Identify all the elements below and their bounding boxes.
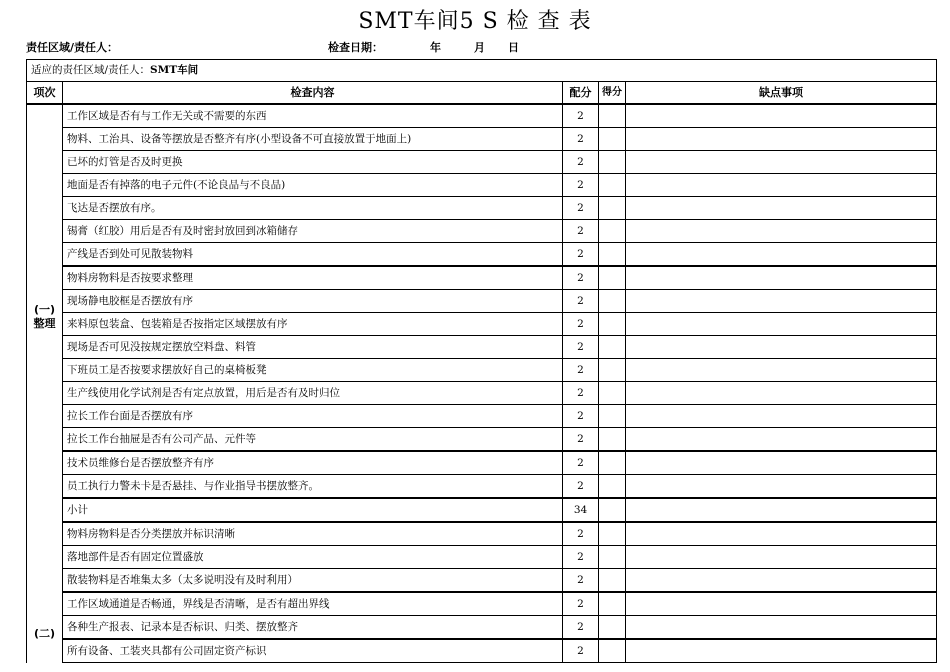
row-points: 2: [563, 243, 599, 267]
row-points: 2: [563, 197, 599, 220]
header-item-no: 项次: [27, 82, 63, 105]
table-row: [27, 592, 937, 616]
row-score-cell[interactable]: [599, 243, 626, 267]
next-category-number: (二): [33, 626, 56, 640]
row-content: 物料、工治具、设备等摆放是否整齐有序(小型设备不可直接放置于地面上): [63, 128, 563, 151]
row-points: 2: [563, 405, 599, 428]
table-row: [27, 546, 937, 569]
row-score-cell[interactable]: [599, 290, 626, 313]
category-name: 整理: [33, 316, 56, 330]
table-row: [27, 639, 937, 663]
row-content: 员工执行力警未卡是否悬挂、与作业指导书摆放整齐。: [63, 475, 563, 499]
row-defects-cell[interactable]: [626, 151, 937, 174]
row-defects-cell[interactable]: [626, 639, 937, 663]
row-points: 2: [563, 592, 599, 616]
row-score-cell[interactable]: [599, 266, 626, 290]
table-row: [27, 359, 937, 382]
row-score-cell[interactable]: [599, 197, 626, 220]
table-row: [27, 475, 937, 499]
row-content: 地面是否有掉落的电子元件(不论良品与不良品): [63, 174, 563, 197]
row-content: 拉长工作台抽屉是否有公司产品、元件等: [63, 428, 563, 452]
row-score-cell[interactable]: [599, 428, 626, 452]
row-defects-cell[interactable]: [626, 266, 937, 290]
row-points: 2: [563, 428, 599, 452]
header-meta: [26, 39, 936, 57]
row-content: 物料房物料是否按要求整理: [63, 266, 563, 290]
row-content: 现场静电胶框是否摆放有序: [63, 290, 563, 313]
row-defects-cell[interactable]: [626, 451, 937, 475]
row-content: 散装物料是否堆集太多（太多说明没有及时利用）: [63, 569, 563, 593]
row-defects-cell[interactable]: [626, 382, 937, 405]
row-defects-cell[interactable]: [626, 104, 937, 128]
row-score-cell[interactable]: [599, 220, 626, 243]
table-row: [27, 498, 937, 522]
table-row: [27, 290, 937, 313]
table-row: [27, 197, 937, 220]
row-content: 各种生产报表、记录本是否标识、归类、摆放整齐: [63, 616, 563, 640]
row-score-cell[interactable]: [599, 498, 626, 522]
row-defects-cell[interactable]: [626, 475, 937, 499]
row-score-cell[interactable]: [599, 336, 626, 359]
header-defects: 缺点事项: [626, 82, 937, 105]
row-points: 2: [563, 220, 599, 243]
category-number: (一): [33, 302, 56, 316]
row-points: 2: [563, 639, 599, 663]
row-defects-cell[interactable]: [626, 220, 937, 243]
checklist-rows: [27, 104, 937, 663]
row-content: 落地部件是否有固定位置盛放: [63, 546, 563, 569]
row-content: 拉长工作台面是否摆放有序: [63, 405, 563, 428]
row-content: 锡膏（红胶）用后是否有及时密封放回到冰箱储存: [63, 220, 563, 243]
row-score-cell[interactable]: [599, 522, 626, 546]
row-score-cell[interactable]: [599, 174, 626, 197]
date-year: 年: [430, 41, 441, 54]
row-defects-cell[interactable]: [626, 569, 937, 593]
row-score-cell[interactable]: [599, 616, 626, 640]
row-points: 2: [563, 151, 599, 174]
table-row: [27, 616, 937, 640]
table-row: [27, 382, 937, 405]
row-score-cell[interactable]: [599, 451, 626, 475]
row-score-cell[interactable]: [599, 569, 626, 593]
table-row: [27, 313, 937, 336]
row-defects-cell[interactable]: [626, 359, 937, 382]
row-defects-cell[interactable]: [626, 174, 937, 197]
row-score-cell[interactable]: [599, 639, 626, 663]
table-row: [27, 104, 937, 128]
row-points: 2: [563, 336, 599, 359]
row-content: 工作区域通道是否畅通，界线是否清晰，是否有超出界线: [63, 592, 563, 616]
header-score: 得分: [599, 82, 626, 105]
row-points: 2: [563, 451, 599, 475]
row-defects-cell[interactable]: [626, 405, 937, 428]
responsible-area-row: [27, 60, 937, 82]
checklist-table: [26, 59, 937, 663]
table-row: [27, 428, 937, 452]
row-points: 2: [563, 290, 599, 313]
row-defects-cell[interactable]: [626, 498, 937, 522]
header-points: 配分: [563, 82, 599, 105]
row-defects-cell[interactable]: [626, 243, 937, 267]
row-content: 工作区域是否有与工作无关或不需要的东西: [63, 104, 563, 128]
row-content: 技术员维修台是否摆放整齐有序: [63, 451, 563, 475]
row-points: 2: [563, 569, 599, 593]
row-points: 2: [563, 546, 599, 569]
row-content: 产线是否到处可见散装物料: [63, 243, 563, 267]
date-day: 日: [508, 41, 519, 54]
row-score-cell[interactable]: [599, 151, 626, 174]
table-row: [27, 174, 937, 197]
row-defects-cell[interactable]: [626, 128, 937, 151]
row-defects-cell[interactable]: [626, 522, 937, 546]
row-score-cell[interactable]: [599, 359, 626, 382]
row-defects-cell[interactable]: [626, 290, 937, 313]
inspection-date-label: 检查日期：: [328, 41, 383, 54]
category-cell: [27, 104, 63, 663]
row-score-cell[interactable]: [599, 382, 626, 405]
table-row: [27, 243, 937, 267]
row-points: 2: [563, 128, 599, 151]
row-points: 2: [563, 475, 599, 499]
row-points: 2: [563, 174, 599, 197]
row-points: 2: [563, 382, 599, 405]
row-score-cell[interactable]: [599, 405, 626, 428]
row-defects-cell[interactable]: [626, 546, 937, 569]
table-row: [27, 405, 937, 428]
row-content: 飞达是否摆放有序。: [63, 197, 563, 220]
table-header-row: [27, 82, 937, 105]
row-score-cell[interactable]: [599, 546, 626, 569]
table-row: [27, 266, 937, 290]
row-defects-cell[interactable]: [626, 592, 937, 616]
row-defects-cell[interactable]: [626, 336, 937, 359]
row-points: 2: [563, 313, 599, 336]
header-content: 检查内容: [63, 82, 563, 105]
row-content: 小计: [63, 498, 563, 522]
table-row: [27, 220, 937, 243]
area-row-value: SMT车间: [150, 64, 199, 76]
row-score-cell[interactable]: [599, 128, 626, 151]
row-points: 34: [563, 498, 599, 522]
table-row: [27, 128, 937, 151]
row-points: 2: [563, 616, 599, 640]
row-defects-cell[interactable]: [626, 197, 937, 220]
page-title: SMT车间5 S 检 查 表: [358, 9, 592, 34]
date-month: 月: [474, 41, 485, 54]
row-points: 2: [563, 522, 599, 546]
row-defects-cell[interactable]: [626, 616, 937, 640]
row-points: 2: [563, 104, 599, 128]
table-row: [27, 151, 937, 174]
row-content: 已坏的灯管是否及时更换: [63, 151, 563, 174]
table-row: [27, 522, 937, 546]
row-score-cell[interactable]: [599, 104, 626, 128]
row-points: 2: [563, 359, 599, 382]
table-row: [27, 336, 937, 359]
row-content: 来料原包装盒、包装箱是否按指定区域摆放有序: [63, 313, 563, 336]
row-defects-cell[interactable]: [626, 313, 937, 336]
row-defects-cell[interactable]: [626, 428, 937, 452]
row-score-cell[interactable]: [599, 592, 626, 616]
row-score-cell[interactable]: [599, 475, 626, 499]
area-row-label: 适应的责任区域/责任人：: [31, 64, 151, 76]
row-content: 现场是否可见没按规定摆放空料盘、料管: [63, 336, 563, 359]
table-row: [27, 451, 937, 475]
row-content: 下班员工是否按要求摆放好自己的桌椅板凳: [63, 359, 563, 382]
responsible-area-label: 责任区域/责任人：: [26, 41, 119, 54]
table-row: [27, 569, 937, 593]
row-content: 物料房物料是否分类摆放并标识清晰: [63, 522, 563, 546]
row-content: 所有设备、工装夹具都有公司固定资产标识: [63, 639, 563, 663]
row-score-cell[interactable]: [599, 313, 626, 336]
row-points: 2: [563, 266, 599, 290]
row-content: 生产线使用化学试剂是否有定点放置，用后是否有及时归位: [63, 382, 563, 405]
